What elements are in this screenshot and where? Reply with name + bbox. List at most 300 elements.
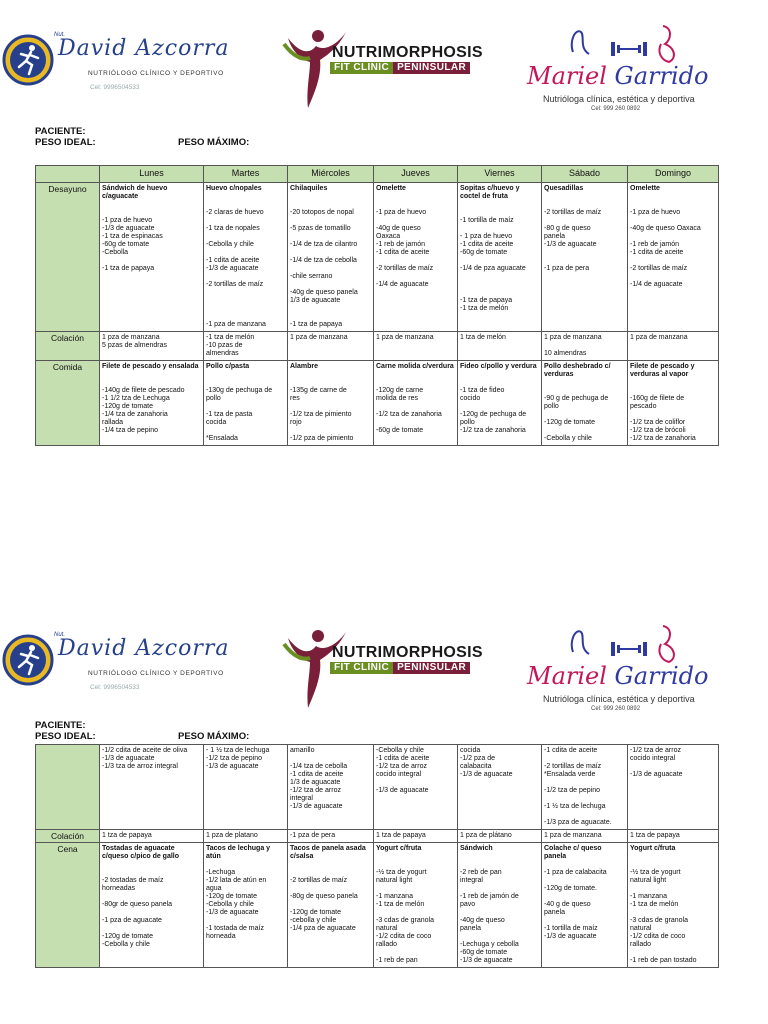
dish-title: Filete de pescado y ensalada	[102, 363, 199, 370]
patient-info	[35, 126, 96, 148]
ingredient-line: -1/2 lata de atún en	[206, 877, 267, 884]
ingredient-line: -Cebolla y chile	[376, 747, 424, 754]
ingredient-line: -Cebolla y chile	[206, 901, 254, 908]
david-azcorra-logo	[2, 630, 252, 700]
ingredient-line: 1 tza de papaya	[102, 832, 152, 839]
ingredient-line: -2 tostadas de maíz	[102, 877, 164, 884]
ingredient-line: natural light	[376, 877, 413, 884]
ingredient-line: -1 cdita de aceite	[544, 747, 598, 754]
ingredient-line: 1/3 de aguacate	[290, 779, 341, 786]
meal-row	[36, 830, 719, 843]
nm-peninsular: PENINSULAR	[393, 662, 470, 674]
ingredient-line: natural light	[630, 877, 667, 884]
ingredient-line: cocida	[206, 419, 227, 426]
ingredient-line: integral	[460, 877, 483, 884]
ingredient-line: -40 g de queso	[544, 901, 591, 908]
nm-title: NUTRIMORPHOSIS	[332, 44, 483, 61]
meal-cell	[100, 361, 204, 446]
dish-title: Pollo deshebrado c/ verduras	[544, 363, 611, 378]
meal-cell	[204, 183, 288, 332]
ingredient-line: -1/4 de aguacate	[376, 281, 429, 288]
meal-label: Cena	[36, 843, 100, 968]
mg-name	[527, 662, 708, 690]
ingredient-line: -2 claras de huevo	[206, 209, 264, 216]
da-prefix: Nut.	[54, 32, 66, 38]
ingredient-line: almendras	[206, 350, 239, 357]
page-2	[0, 600, 768, 1024]
ingredient-line: Oaxaca	[376, 233, 401, 240]
ingredient-line: -120g de tomate	[290, 909, 341, 916]
ingredient-line: -80g de queso panela	[290, 893, 358, 900]
dish-title: Fideo c/pollo y verdura	[460, 363, 537, 370]
ingredient-line: -1/3 de aguacate	[102, 225, 155, 232]
dish-title: Tostadas de aguacate c/queso c/pico de gallo	[102, 845, 180, 860]
ingredient-line: calabacita	[460, 763, 492, 770]
dish-title: Sopitas c/huevo y coctel de fruta	[460, 185, 520, 200]
ingredient-line: -1/3 de aguacate	[290, 803, 343, 810]
ingredient-line: cocido integral	[376, 771, 422, 778]
meal-cell	[374, 361, 458, 446]
ingredient-line: panela	[544, 909, 566, 916]
david-azcorra-logo	[2, 30, 252, 100]
meal-cell	[100, 183, 204, 332]
dish-title: Tacos de lechuga y atún	[206, 845, 271, 860]
meal-cell	[100, 843, 204, 968]
nm-fit-clinic: FIT CLINIC	[330, 62, 393, 74]
ingredient-line: natural	[376, 925, 398, 932]
ingredient-line: natural	[630, 925, 652, 932]
ingredient-line: -5 pzas de tomatillo	[290, 225, 351, 232]
ingredient-line: -1/2 tza de zanahoria	[630, 435, 696, 442]
ingredient-line: -1/2 pza de pimiento	[290, 435, 354, 442]
ingredient-line: -1/2 tza de arroz	[376, 763, 427, 770]
ingredient-line: -60g de tomate	[102, 241, 150, 248]
meal-cell	[542, 830, 628, 843]
ingredient-line: -40g de queso Oaxaca	[630, 225, 701, 232]
ingredient-line: -Cebolla y chile	[102, 941, 150, 948]
ingredient-line: -Lechuga	[206, 869, 236, 876]
ingredient-line: -1/3 tza de arroz integral	[102, 763, 178, 770]
ingredient-line: -1/4 de tza de cilantro	[290, 241, 358, 248]
ingredient-line: -1/2 tza de brócoli	[630, 427, 686, 434]
ingredient-line: -140g de filete de pescado	[102, 387, 185, 394]
ingredient-line: -2 reb de pan	[460, 869, 502, 876]
ingredient-line: -2 tortillas de maíz	[544, 763, 602, 770]
day-header: Jueves	[374, 166, 458, 183]
dish-title: Pollo c/pasta	[206, 363, 250, 370]
ingredient-line: -1 ½ tza de lechuga	[544, 803, 606, 810]
ingredient-line: -120g de tomate	[206, 893, 257, 900]
ingredient-line: cocido	[460, 395, 481, 402]
ingredient-line: -2 tortillas de maíz	[206, 281, 264, 288]
ingredient-line: -1 cdita de aceite	[460, 241, 514, 248]
dish-title: Carne molida c/verdura	[376, 363, 454, 370]
nm-tagline	[330, 662, 470, 674]
ingredient-line: -1 tza de espinacas	[102, 233, 163, 240]
ingredient-line: -Cebolla y chile	[544, 435, 592, 442]
ingredient-line: -1 tortilla de maíz	[460, 217, 514, 224]
ingredient-line: -1 tza de melón	[460, 305, 509, 312]
ingredient-line: amarillo	[290, 747, 315, 754]
meal-row	[36, 183, 719, 332]
ingredient-line: -20 totopos de nopal	[290, 209, 354, 216]
ingredient-line: -1 reb de jamón de	[460, 893, 519, 900]
ingredient-line: -cebolla y chile	[290, 917, 337, 924]
day-header: Viernes	[458, 166, 542, 183]
day-header: Miércoles	[288, 166, 374, 183]
ingredient-line: -2 tortillas de maíz	[544, 209, 602, 216]
ingredient-line: 1 pza de manzana	[544, 334, 602, 341]
ingredient-line: -120g de tomate.	[544, 885, 597, 892]
ingredient-line: -1/4 tza de pepino	[102, 427, 159, 434]
ingredient-line: -80gr de queso panela	[102, 901, 173, 908]
ingredient-line: rojo	[290, 419, 302, 426]
ingredient-line: panela	[544, 233, 566, 240]
dish-title: Sándwich de huevo c/aguacate	[102, 185, 168, 200]
ingredient-line: -1/2 tza de coliflor	[630, 419, 686, 426]
ingredient-line: -40g de queso panela	[290, 289, 358, 296]
ingredient-line: pollo	[544, 403, 559, 410]
day-header: Martes	[204, 166, 288, 183]
meal-cell	[204, 843, 288, 968]
ingredient-line: -1/2 pza de	[460, 755, 496, 762]
ingredient-line: -1/2 tza de pepino	[206, 755, 263, 762]
ingredient-line: -60g de tomate	[376, 427, 424, 434]
meal-plan-table	[35, 165, 719, 446]
ingredient-line: -1/3 de aguacate	[102, 755, 155, 762]
ingredient-line: rallado	[630, 941, 652, 948]
ingredient-line: 1 pza de manzana	[376, 334, 434, 341]
ingredient-line: -1 pza de aguacate	[102, 917, 162, 924]
meal-cell	[542, 332, 628, 361]
ingredient-line: pescado	[630, 403, 657, 410]
ingredient-line: -120g de tomate	[102, 933, 153, 940]
patient-info	[35, 720, 96, 742]
ingredient-line: -1 tortilla de maíz	[544, 925, 598, 932]
ingredient-line: -10 pzas de	[206, 342, 243, 349]
nutrimorphosis-logo	[280, 624, 483, 710]
ingredient-line: agua	[206, 885, 222, 892]
mg-name-first: Mariel	[527, 662, 615, 690]
meal-cell	[458, 745, 542, 830]
paciente-label: PACIENTE:	[35, 126, 86, 137]
mg-subtitle: Nutrióloga clínica, estética y deportiva	[543, 694, 695, 704]
dumbbell-figure-icon	[565, 22, 685, 64]
da-subtitle: NUTRIÓLOGO CLÍNICO Y DEPORTIVO	[88, 70, 224, 77]
meal-cell	[204, 361, 288, 446]
ingredient-line: *Ensalada	[206, 435, 238, 442]
ingredient-line: cocida	[460, 747, 481, 754]
ingredient-line: - 1 pza de huevo	[460, 233, 513, 240]
da-phone: Cel: 9996504533	[90, 684, 140, 691]
nutrimorphosis-logo	[280, 24, 483, 110]
runner-emblem-icon	[2, 34, 54, 86]
ingredient-line: -60g de tomate	[460, 249, 508, 256]
dish-title: Filete de pescado y verduras al vapor	[630, 363, 695, 378]
ingredient-line: rallado	[376, 941, 398, 948]
ingredient-line: integral	[290, 795, 313, 802]
ingredient-line: -1 tostada de maíz	[206, 925, 264, 932]
ingredient-line: horneadas	[102, 885, 136, 892]
ingredient-line: -½ tza de yogurt	[376, 869, 427, 876]
dish-title: Alambre	[290, 363, 319, 370]
ingredient-line: -1/2 tza de zanahoria	[460, 427, 526, 434]
meal-cell	[628, 830, 719, 843]
da-name: David Azcorra	[58, 636, 230, 661]
ingredient-line: -40g de queso	[460, 917, 505, 924]
ingredient-line: -½ tza de yogurt	[630, 869, 681, 876]
peso-ideal-label: PESO IDEAL:	[35, 731, 96, 742]
ingredient-line: -60g de tomate	[460, 949, 508, 956]
ingredient-line: -120g de pechuga de	[460, 411, 527, 418]
ingredient-line: -1/2 tza de pimiento	[290, 411, 352, 418]
dish-title: Quesadillas	[544, 185, 584, 192]
meal-cell	[542, 843, 628, 968]
ingredient-line: -160g de filete de	[630, 395, 685, 402]
meal-cell	[458, 830, 542, 843]
ingredient-line: pavo	[460, 901, 476, 908]
meal-row	[36, 745, 719, 830]
ingredient-line: -1 pza de pera	[544, 265, 590, 272]
ingredient-line: molida de res	[376, 395, 419, 402]
ingredient-line: -1/4 de tza de cebolla	[290, 257, 357, 264]
ingredient-line: -130g de pechuga de	[206, 387, 273, 394]
meal-cell	[458, 332, 542, 361]
da-name: David Azcorra	[58, 36, 230, 61]
ingredient-line: -1/2 tza de arroz	[630, 747, 681, 754]
mg-subtitle: Nutrióloga clínica, estética y deportiva	[543, 94, 695, 104]
ingredient-line: -1/4 de aguacate	[630, 281, 683, 288]
ingredient-line: 1/3 de aguacate	[290, 297, 341, 304]
ingredient-line: 1 tza de papaya	[376, 832, 426, 839]
meal-cell	[628, 361, 719, 446]
ingredient-line: -80 g de queso	[544, 225, 591, 232]
ingredient-line: rallada	[102, 419, 124, 426]
ingredient-line: -1/2 tza de pepino	[544, 787, 601, 794]
ingredient-line: -1/3 de aguacate	[206, 265, 259, 272]
ingredient-line: -1/3 de aguacate	[460, 771, 513, 778]
dish-title: Chilaquiles	[290, 185, 328, 192]
ingredient-line: -1/4 pza de aguacate	[290, 925, 356, 932]
meal-cell	[288, 745, 374, 830]
nm-peninsular: PENINSULAR	[393, 62, 470, 74]
ingredient-line: -2 tortillas de maíz	[376, 265, 434, 272]
meal-row	[36, 843, 719, 968]
ingredient-line: -135g de carne de	[290, 387, 347, 394]
ingredient-line: -1 reb de jamón	[630, 241, 680, 248]
ingredient-line: -chile serrano	[290, 273, 333, 280]
mg-phone: Cel: 999 260 0892	[591, 106, 641, 112]
nm-fit-clinic: FIT CLINIC	[330, 662, 393, 674]
ingredient-line: -1 tza de melón	[376, 901, 425, 908]
meal-cell	[374, 332, 458, 361]
ingredient-line: 5 pzas de almendras	[102, 342, 167, 349]
ingredient-line: -120g de carne	[376, 387, 424, 394]
ingredient-line: -40g de queso	[376, 225, 421, 232]
ingredient-line: -1 tza de papaya	[290, 321, 343, 328]
ingredient-line: - 1 ½ tza de lechuga	[206, 747, 270, 754]
meal-cell	[374, 830, 458, 843]
ingredient-line: -1/3 de aguacate	[460, 957, 513, 964]
ingredient-line: -1 tza de melón	[630, 901, 679, 908]
ingredient-line: 1 pza de plátano	[460, 832, 512, 839]
ingredient-line: horneada	[206, 933, 236, 940]
mg-name-last: Garrido	[614, 662, 709, 690]
dish-title: Omelette	[630, 185, 660, 192]
ingredient-line: -1 tza de nopales	[206, 225, 260, 232]
ingredient-line: -1/3 de aguacate	[206, 909, 259, 916]
ingredient-line: -1 cdita de aceite	[376, 755, 430, 762]
meal-cell	[204, 830, 288, 843]
ingredient-line: -1 manzana	[630, 893, 667, 900]
ingredient-line: -1 pza de calabacita	[544, 869, 607, 876]
meal-cell	[542, 183, 628, 332]
dish-title: Tacos de panela asada c/salsa	[290, 845, 366, 860]
ingredient-line: -1 reb de pan	[376, 957, 418, 964]
ingredient-line: -1 cdita de aceite	[630, 249, 684, 256]
peso-maximo-label: PESO MÁXIMO:	[178, 137, 250, 148]
ingredient-line: cocido integral	[630, 755, 676, 762]
ingredient-line: -1/2 tza de zanahoria	[376, 411, 442, 418]
ingredient-line: -1/2 cdita de aceite de oliva	[102, 747, 188, 754]
meal-label: Comida	[36, 361, 100, 446]
ingredient-line: -Cebolla y chile	[206, 241, 254, 248]
days-header-row	[36, 166, 719, 183]
ingredient-line: -90 g de pechuga de	[544, 395, 609, 402]
mg-name	[527, 62, 708, 90]
ingredient-line: -1 tza de melón	[206, 334, 255, 341]
meal-label	[36, 745, 100, 830]
ingredient-line: -1/3 de aguacate	[376, 787, 429, 794]
ingredient-line: -1 pza de manzana	[206, 321, 266, 328]
ingredient-line: -1 cdita de aceite	[206, 257, 260, 264]
ingredient-line: panela	[460, 925, 482, 932]
ingredient-line: -1/3 de aguacate	[206, 763, 259, 770]
ingredient-line: -1/4 tza de cebolla	[290, 763, 348, 770]
ingredient-line: -1 pza de huevo	[376, 209, 427, 216]
mg-phone: Cel: 999 260 0892	[591, 706, 641, 712]
ingredient-line: 1 pza de manzana	[102, 334, 160, 341]
meal-cell	[288, 830, 374, 843]
ingredient-line: -1 pza de huevo	[102, 217, 153, 224]
ingredient-line: 1 tza de papaya	[630, 832, 680, 839]
ingredient-line: -1/3 pza de aguacate.	[544, 819, 612, 826]
meal-plan-table-continued	[35, 744, 719, 968]
ingredient-line: -1/4 tza de zanahoria	[102, 411, 168, 418]
mariel-garrido-logo	[525, 622, 725, 718]
dish-title: Sándwich	[460, 845, 493, 852]
meal-cell	[374, 745, 458, 830]
ingredient-line: -1/2 cdita de coco	[376, 933, 432, 940]
dish-title: Huevo c/nopales	[206, 185, 262, 192]
mg-name-first: Mariel	[527, 62, 615, 90]
meal-cell	[628, 843, 719, 968]
da-subtitle: NUTRIÓLOGO CLÍNICO Y DEPORTIVO	[88, 670, 224, 677]
ingredient-line: -1 pza de pera	[290, 832, 336, 839]
ingredient-line: -1/4 de pza aguacate	[460, 265, 526, 272]
ingredient-line: -1 manzana	[376, 893, 413, 900]
meal-cell	[458, 183, 542, 332]
dumbbell-figure-icon	[565, 622, 685, 664]
nm-tagline	[330, 62, 470, 74]
meal-cell	[288, 361, 374, 446]
ingredient-line: -1 cdita de aceite	[376, 249, 430, 256]
dish-title: Yogurt c/fruta	[376, 845, 422, 852]
ingredient-line: -120g de tomate	[102, 403, 153, 410]
ingredient-line: -1/2 tza de arroz	[290, 787, 341, 794]
meal-rows	[36, 745, 719, 968]
day-header: Sábado	[542, 166, 628, 183]
day-header: Domingo	[628, 166, 719, 183]
meal-cell	[628, 183, 719, 332]
ingredient-line: -1/3 de aguacate	[544, 933, 597, 940]
ingredient-line: -120g de tomate	[544, 419, 595, 426]
ingredient-line: 1 pza de manzana	[630, 334, 688, 341]
meal-cell	[374, 843, 458, 968]
paciente-label: PACIENTE:	[35, 720, 86, 731]
ingredient-line: -Lechuga y cebolla	[460, 941, 519, 948]
mg-name-last: Garrido	[614, 62, 709, 90]
ingredient-line: -1 cdita de aceite	[290, 771, 344, 778]
meal-cell	[100, 332, 204, 361]
meal-cell	[288, 183, 374, 332]
ingredient-line: -3 cdas de granola	[376, 917, 434, 924]
da-prefix: Nut.	[54, 632, 66, 638]
ingredient-line: -1 tza de papaya	[102, 265, 155, 272]
meal-row	[36, 332, 719, 361]
ingredient-line: -1/3 de aguacate	[544, 241, 597, 248]
meal-cell	[542, 745, 628, 830]
meal-cell	[542, 361, 628, 446]
ingredient-line: pollo	[460, 419, 475, 426]
ingredient-line: -1 tza de pasta	[206, 411, 253, 418]
ingredient-line: 10 almendras	[544, 350, 587, 357]
ingredient-line: -2 tortillas de maíz	[630, 265, 688, 272]
meal-cell	[100, 830, 204, 843]
ingredient-line: -2 tortillas de maíz	[290, 877, 348, 884]
ingredient-line: res	[290, 395, 300, 402]
peso-ideal-label: PESO IDEAL:	[35, 137, 96, 148]
meal-cell	[628, 745, 719, 830]
day-header: Lunes	[100, 166, 204, 183]
dish-title: Yogurt c/fruta	[630, 845, 676, 852]
meal-rows	[36, 183, 719, 446]
ingredient-line: -1 1/2 tza de Lechuga	[102, 395, 170, 402]
meal-cell	[458, 361, 542, 446]
ingredient-line: *Ensalada verde	[544, 771, 596, 778]
ingredient-line: -1/2 cdita de coco	[630, 933, 686, 940]
meal-cell	[204, 745, 288, 830]
ingredient-line: 1 pza de manzana	[290, 334, 348, 341]
ingredient-line: -1 reb de jamón	[376, 241, 426, 248]
meal-cell	[100, 745, 204, 830]
ingredient-line: -1 reb de pan tostado	[630, 957, 697, 964]
meal-label: Desayuno	[36, 183, 100, 332]
dish-title: Colache c/ queso panela	[544, 845, 602, 860]
ingredient-line: -1 tza de fideo	[460, 387, 505, 394]
ingredient-line: -1 tza de papaya	[460, 297, 513, 304]
meal-label: Colación	[36, 830, 100, 843]
ingredient-line: -Cebolla	[102, 249, 129, 256]
dish-title: Omelette	[376, 185, 406, 192]
ingredient-line: pollo	[206, 395, 221, 402]
meal-cell	[288, 332, 374, 361]
meal-cell	[204, 332, 288, 361]
da-phone: Cel: 9996504533	[90, 84, 140, 91]
ingredient-line: -3 cdas de granola	[630, 917, 688, 924]
nm-title: NUTRIMORPHOSIS	[332, 644, 483, 661]
corner-cell	[36, 166, 100, 183]
